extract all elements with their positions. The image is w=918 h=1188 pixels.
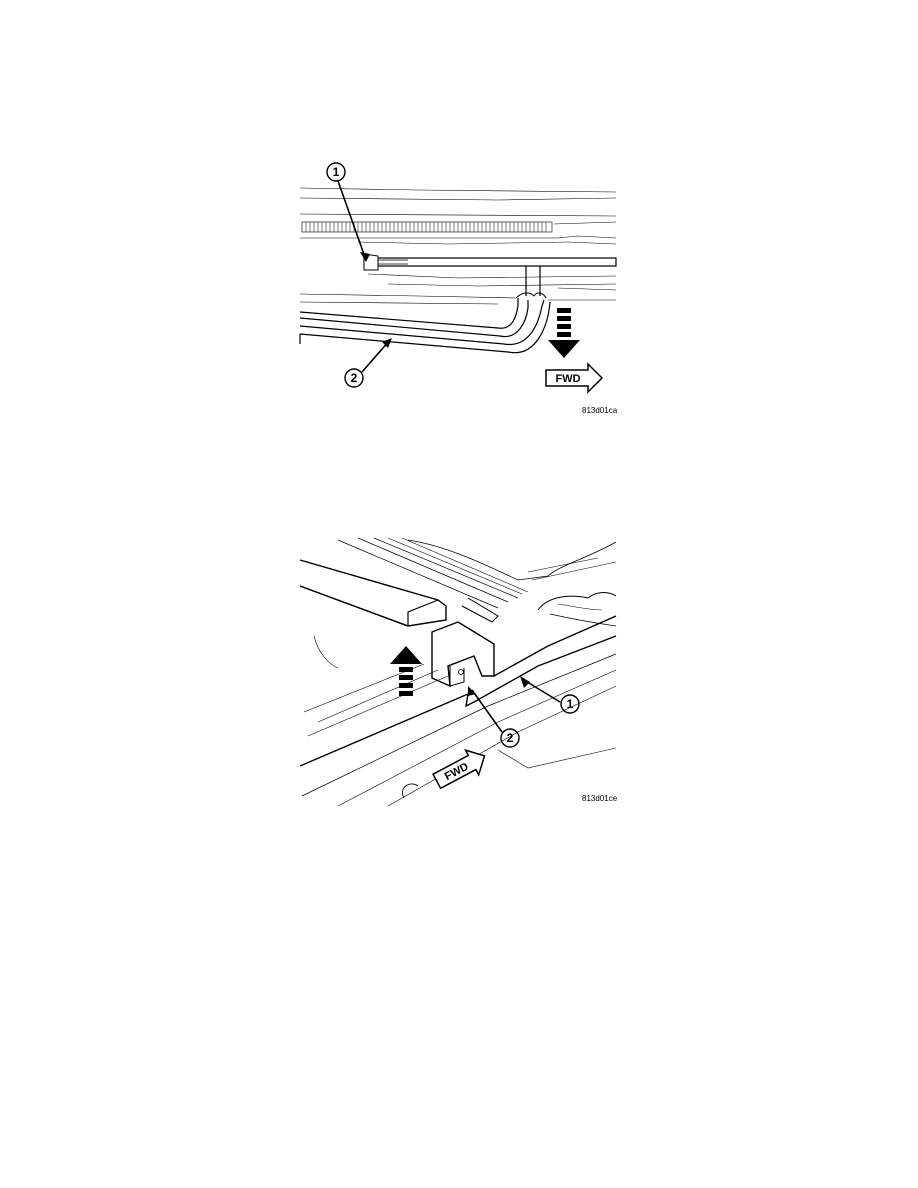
callout-2-label: 2 bbox=[350, 371, 358, 385]
fwd-arrow-icon bbox=[430, 744, 491, 794]
hatch-pattern bbox=[306, 222, 546, 232]
callout-2-label: 2 bbox=[506, 731, 514, 745]
drain-hose bbox=[300, 298, 550, 353]
figure-1-drawing bbox=[298, 158, 618, 420]
callout-1-label: 1 bbox=[332, 165, 340, 179]
fwd-label: FWD bbox=[555, 373, 581, 385]
figure-code: 813d01ca bbox=[582, 406, 618, 415]
fwd-label: FWD bbox=[442, 760, 471, 783]
figure-2-drawing bbox=[298, 536, 618, 808]
drain-tube-rod bbox=[364, 258, 616, 266]
figure-code: 813d01ce bbox=[582, 794, 618, 803]
fwd-arrow-icon bbox=[546, 364, 602, 392]
slider-clip bbox=[432, 622, 494, 686]
figure-2 bbox=[298, 536, 618, 808]
figure-1 bbox=[298, 158, 618, 420]
dashed-arrow-icon bbox=[548, 308, 580, 358]
callout-1-label: 1 bbox=[566, 697, 574, 711]
